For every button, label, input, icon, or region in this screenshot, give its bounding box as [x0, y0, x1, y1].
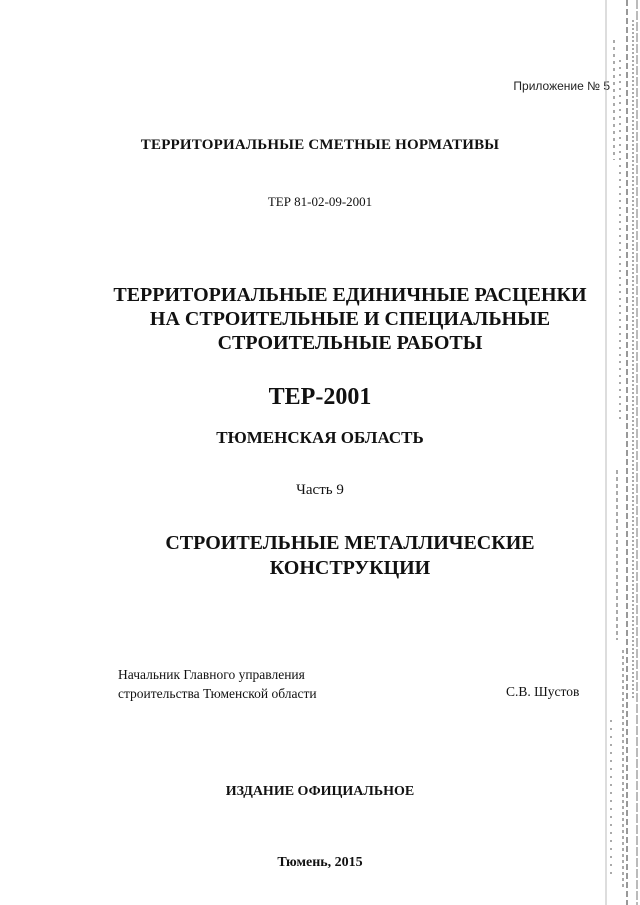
- region-label: ТЮМЕНСКАЯ ОБЛАСТЬ: [216, 428, 424, 447]
- document-code: ТЕР 81-02-09-2001: [267, 194, 373, 209]
- signatory-name: С.В. Шустов: [506, 684, 580, 699]
- signatory-position-line-2: строительства Тюменской области: [118, 686, 317, 701]
- subtitle: [60, 531, 640, 581]
- edition-label: ИЗДАНИЕ ОФИЦИАЛЬНОЕ: [225, 784, 415, 799]
- main-title-line-2: НА СТРОИТЕЛЬНЫЕ И СПЕЦИАЛЬНЫЕ: [149, 308, 551, 330]
- main-title-line-3: СТРОИТЕЛЬНЫЕ РАБОТЫ: [217, 332, 483, 354]
- part-label: Часть 9: [296, 482, 344, 498]
- subtitle-line-1: СТРОИТЕЛЬНЫЕ МЕТАЛЛИЧЕСКИЕ: [165, 532, 535, 554]
- header-title: ТЕРРИТОРИАЛЬНЫЕ СМЕТНЫЕ НОРМАТИВЫ: [140, 137, 500, 153]
- city-year: Тюмень, 2015: [277, 855, 363, 870]
- signatory-position: [118, 665, 317, 703]
- subtitle-line-2: КОНСТРУКЦИИ: [269, 557, 431, 579]
- scan-edge-artifact: [600, 0, 640, 905]
- signatory-position-line-1: Начальник Главного управления: [118, 667, 305, 682]
- main-title-line-1: ТЕРРИТОРИАЛЬНЫЕ ЕДИНИЧНЫЕ РАСЦЕНКИ: [113, 284, 587, 306]
- appendix-label: Приложение № 5: [513, 79, 610, 93]
- ter-label: ТЕР-2001: [268, 384, 372, 410]
- main-title: [60, 283, 640, 355]
